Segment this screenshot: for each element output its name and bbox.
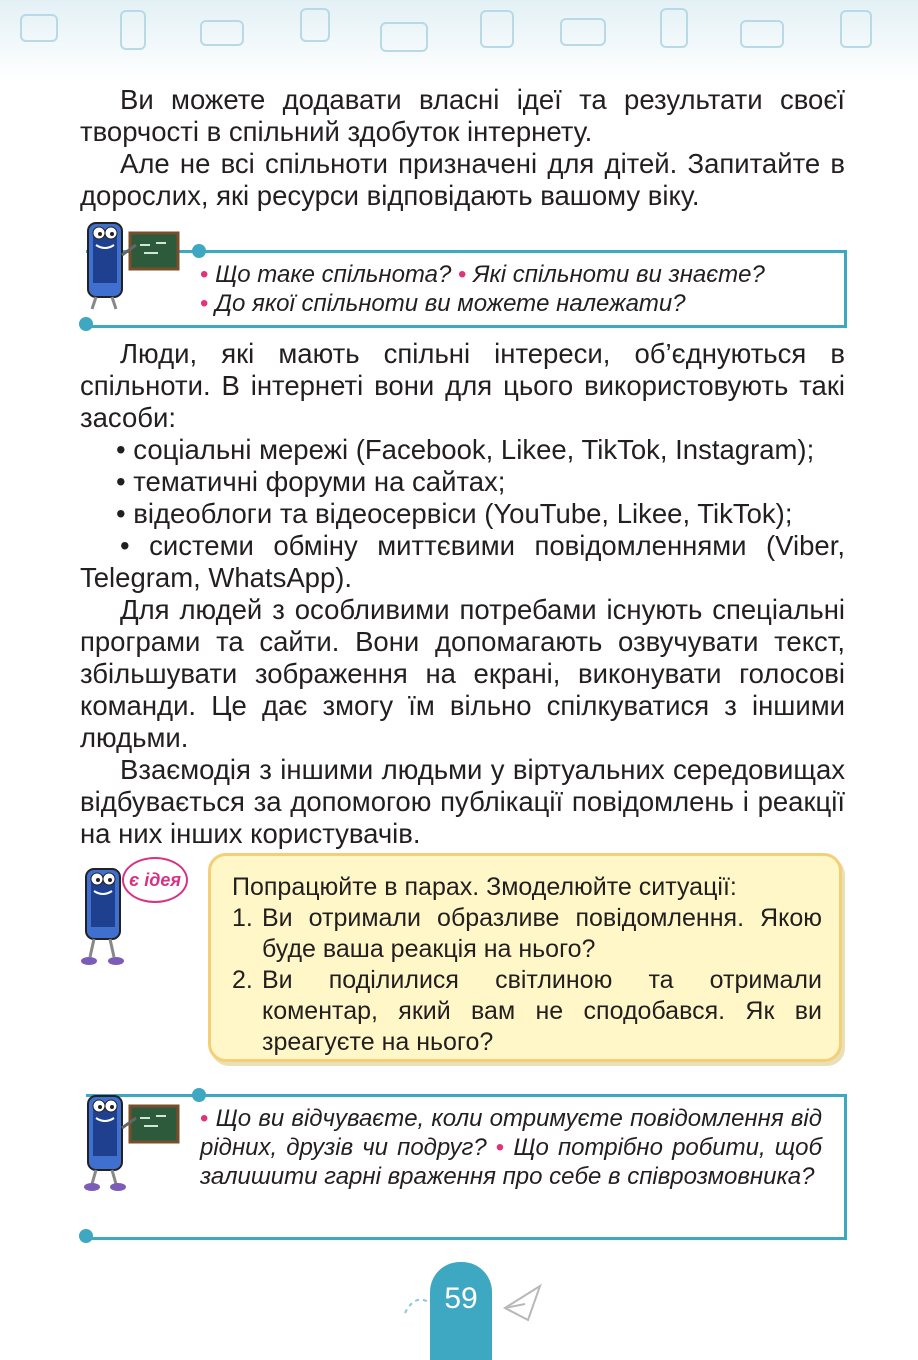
frame-dot [79, 317, 93, 331]
bullet-dot: • [200, 1105, 209, 1132]
phone-mascot-teacher-icon [82, 215, 182, 315]
idea-item-number: 2. [232, 966, 253, 994]
top-decoration-band [0, 0, 918, 82]
bullet-dot: • [200, 290, 209, 317]
body-paragraph-interaction: Взаємодія з іншими людьми у віртуальних середовищах відбувається за допомогою публікації повідомлень і реакції на них інших користувачів. [80, 754, 845, 849]
intro-paragraph-1: Ви можете додавати власні ідеї та результати своєї творчості в спільний здобуток інтернету. [80, 84, 845, 147]
list-item-social-networks: • соціальні мережі (Facebook, Likee, TikTok, Instagram); [116, 434, 815, 465]
doodle-icon [380, 22, 428, 52]
idea-item-text: Ви поділилися світлиною та отримали коментар, який вам не сподобався. Як ви зреагуєте на нього? [262, 966, 822, 1056]
bullet-dot: • [200, 261, 209, 288]
page-number: 59 [430, 1262, 492, 1360]
doodle-icon [480, 10, 514, 48]
body-paragraph-communities: Люди, які мають спільні інтереси, об’єднуються в спільноти. В інтернеті вони для цього використовують такі засоби: [80, 338, 845, 433]
idea-speech-bubble: є ідея [122, 857, 188, 903]
frame-dot [192, 244, 206, 258]
idea-title: Попрацюйте в парах. Змоделюйте ситуації: [232, 873, 737, 901]
doodle-icon [660, 8, 688, 48]
doodle-icon [840, 10, 872, 48]
doodle-icon [120, 10, 146, 50]
list-item-forums: • тематичні форуми на сайтах; [116, 466, 506, 497]
phone-mascot-teacher-icon [82, 1088, 182, 1193]
list-item-videoblogs: • відеоблоги та відеосервіси (YouTube, Likee, TikTok); [116, 498, 793, 529]
doodle-icon [560, 18, 606, 46]
doodle-icon [20, 14, 58, 42]
question-text-2: • Що ви відчуваєте, коли отримуєте повідомлення від рідних, друзів чи подруг? • Що потрібно робити, щоб залишити гарні враження про себе в співрозмовника? [200, 1105, 823, 1190]
bullet-dot: • [458, 261, 467, 288]
doodle-icon [300, 8, 330, 42]
question-text-1: • Що таке спільнота? • Які спільноти ви знаєте? • До якої спільноти ви можете належати? [200, 261, 765, 317]
bullet-dot: • [495, 1134, 505, 1161]
idea-item-number: 1. [232, 904, 253, 932]
intro-paragraph-2: Але не всі спільноти призначені для дітей. Запитайте в дорослих, які ресурси відповідають вашому віку. [80, 148, 845, 211]
frame-dot [79, 1229, 93, 1243]
doodle-icon [740, 20, 784, 48]
frame-dot [192, 1088, 206, 1102]
idea-item-text: Ви отримали образливе повідомлення. Якою буде ваша реакція на нього? [262, 904, 822, 963]
body-paragraph-special-needs: Для людей з особливими потребами існують спеціальні програми та сайти. Вони допомагають озвучувати текст, збільшувати зображення на екрані, виконувати голосові команди. Це дає змогу їм вільно спілкуватися з іншими людьми. [80, 594, 845, 753]
doodle-icon [200, 20, 244, 46]
list-item-messengers: • системи обміну миттєвими повідомленнями (Viber, Telegram, WhatsApp). [80, 530, 845, 593]
